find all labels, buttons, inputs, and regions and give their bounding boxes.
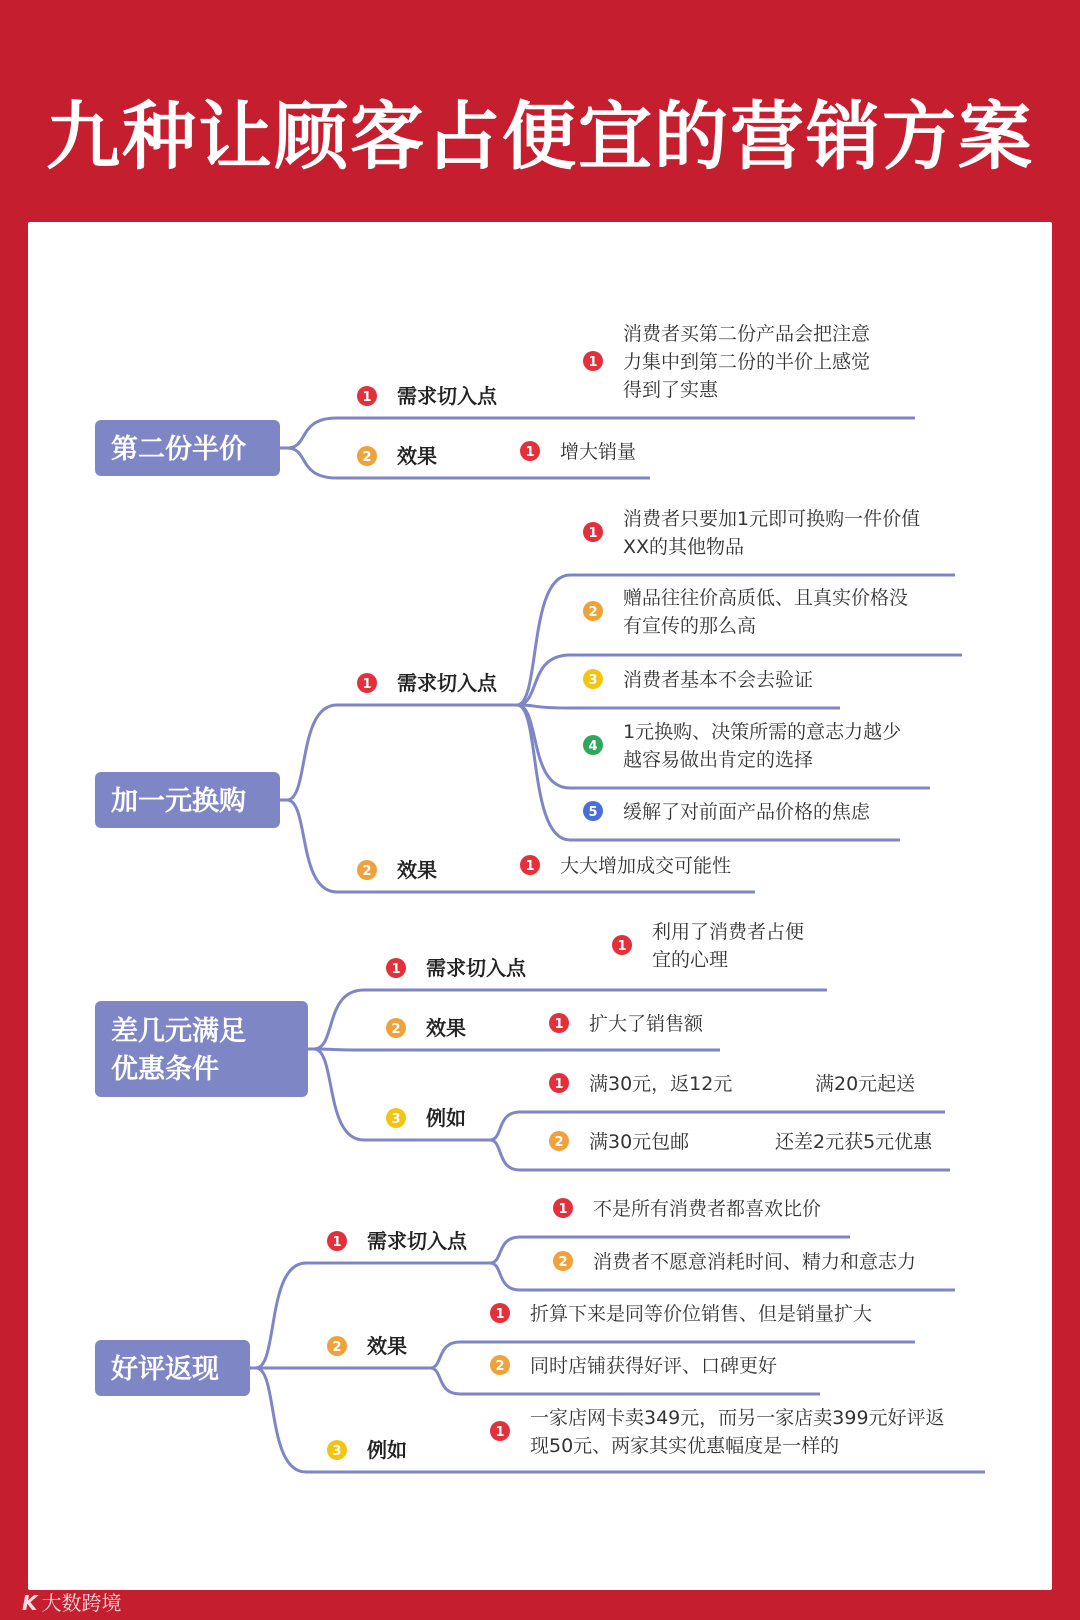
sub-branch-line <box>287 418 337 448</box>
leaf-branch-line <box>430 1342 460 1368</box>
leaf-number-badge <box>549 1131 569 1151</box>
leaf-number-badge <box>583 801 603 821</box>
leaf-text: 满30元，返12元 <box>589 1073 733 1095</box>
topic-title: 第二份半价 <box>111 434 246 465</box>
sub-number-badge <box>357 386 377 406</box>
number-badge-text: 2 <box>391 1022 401 1037</box>
number-badge-text: 2 <box>554 1135 564 1150</box>
leaf-text: 利用了消费者占便 <box>652 921 805 943</box>
sub-number-badge <box>357 860 377 880</box>
sub-number-badge <box>327 1440 347 1460</box>
sub-number-badge <box>386 958 406 978</box>
leaf-text: 折算下来是同等价位销售、但是销量扩大 <box>530 1303 873 1325</box>
sub-label: 例如 <box>426 1106 466 1130</box>
leaf-number-badge <box>490 1421 510 1441</box>
leaf-branch-line <box>517 575 570 705</box>
leaf-branch-line <box>517 705 570 788</box>
topic-title: 差几元满足 <box>111 1016 246 1047</box>
leaf-text: 赠品往往价高质低、且真实价格没 <box>623 587 909 609</box>
sub-label: 效果 <box>397 858 437 882</box>
number-badge-text: 1 <box>362 677 372 692</box>
leaf-number-badge <box>583 601 603 621</box>
number-badge-text: 1 <box>525 859 535 874</box>
sub-branch-line <box>314 1049 364 1050</box>
sub-label: 例如 <box>367 1438 407 1462</box>
number-badge-text: 1 <box>588 526 598 541</box>
number-badge-text: 1 <box>495 1425 505 1440</box>
number-badge-text: 1 <box>362 390 372 405</box>
leaf-number-badge <box>583 522 603 542</box>
leaf-text: 有宣传的那么高 <box>623 615 757 637</box>
sub-label: 效果 <box>367 1334 407 1358</box>
sub-label: 需求切入点 <box>367 1229 467 1253</box>
leaf-number-badge <box>583 669 603 689</box>
page-title: 九种让顾客占便宜的营销方案 <box>46 94 1034 180</box>
leaf-number-badge <box>549 1013 569 1033</box>
topic-title: 加一元换购 <box>111 786 246 817</box>
sub-number-badge <box>386 1108 406 1128</box>
number-badge-text: 1 <box>391 962 401 977</box>
number-badge-text: 4 <box>588 739 598 754</box>
topic-node <box>95 1340 250 1396</box>
number-badge-text: 2 <box>362 450 372 465</box>
number-badge-text: 3 <box>391 1112 401 1127</box>
number-badge-text: 1 <box>558 1202 568 1217</box>
leaf-number-badge <box>553 1251 573 1271</box>
leaf-text: 同时店铺获得好评、口碑更好 <box>530 1355 778 1377</box>
leaf-number-badge <box>490 1303 510 1323</box>
sub-label: 效果 <box>426 1016 466 1040</box>
sub-branch-line <box>287 705 337 800</box>
number-badge-text: 2 <box>362 864 372 879</box>
leaf-text: 消费者只要加1元即可换购一件价值 <box>623 508 921 530</box>
sub-number-badge <box>357 673 377 693</box>
leaf-number-badge <box>549 1073 569 1093</box>
watermark-logo: K <box>22 1591 38 1615</box>
sub-number-badge <box>357 446 377 466</box>
leaf-text: 1元换购、决策所需的意志力越少 <box>623 721 902 743</box>
topic-node <box>95 772 280 828</box>
number-badge-text: 2 <box>495 1359 505 1374</box>
sub-label: 需求切入点 <box>397 384 497 408</box>
sub-label: 需求切入点 <box>397 671 497 695</box>
number-badge-text: 1 <box>332 1235 342 1250</box>
number-badge-text: 2 <box>588 605 598 620</box>
watermark-text: 大数跨境 <box>41 1591 122 1615</box>
sub-branch-line <box>287 448 337 478</box>
leaf-branch-line <box>490 1263 520 1290</box>
leaf-branch-line <box>490 1237 520 1263</box>
number-badge-text: 3 <box>332 1444 342 1459</box>
number-badge-text: 2 <box>332 1340 342 1355</box>
leaf-text: 增大销量 <box>560 441 637 463</box>
leaf-branch-line <box>490 1112 520 1140</box>
sub-branch-line <box>314 990 364 1049</box>
sub-number-badge <box>327 1231 347 1251</box>
sub-number-badge <box>327 1336 347 1356</box>
number-badge-text: 1 <box>588 355 598 370</box>
leaf-branch-line <box>490 1140 520 1170</box>
leaf-number-badge <box>520 855 540 875</box>
leaf-number-badge <box>612 935 632 955</box>
leaf-number-badge <box>583 351 603 371</box>
leaf-number-badge <box>583 735 603 755</box>
number-badge-text: 1 <box>554 1017 564 1032</box>
sub-branch-line <box>256 1368 306 1472</box>
leaf-text: 扩大了销售额 <box>589 1013 704 1035</box>
topic-node <box>95 420 280 476</box>
number-badge-text: 2 <box>558 1255 568 1270</box>
leaf-text: 宜的心理 <box>652 949 729 971</box>
leaf-text: 不是所有消费者都喜欢比价 <box>593 1198 822 1220</box>
number-badge-text: 1 <box>617 939 627 954</box>
number-badge-text: 1 <box>554 1077 564 1092</box>
leaf-text: 消费者买第二份产品会把注意 <box>623 323 871 345</box>
sub-label: 效果 <box>397 444 437 468</box>
topic-title: 好评返现 <box>111 1354 219 1385</box>
leaf-text: XX的其他物品 <box>623 536 745 558</box>
number-badge-text: 3 <box>588 673 598 688</box>
leaf-text: 大大增加成交可能性 <box>560 855 732 877</box>
leaf-number-badge <box>520 441 540 461</box>
leaf-text: 力集中到第二份的半价上感觉 <box>623 351 871 373</box>
leaf-text: 消费者不愿意消耗时间、精力和意志力 <box>593 1251 917 1273</box>
sub-branch-line <box>256 1263 306 1368</box>
number-badge-text: 5 <box>588 805 598 820</box>
topic-title: 优惠条件 <box>111 1054 219 1085</box>
leaf-number-badge <box>553 1198 573 1218</box>
watermark <box>22 1587 122 1616</box>
leaf-text: 得到了实惠 <box>623 379 719 401</box>
sub-label: 需求切入点 <box>426 956 526 980</box>
topic-node <box>95 1001 308 1097</box>
leaf-branch-line <box>517 705 570 840</box>
sub-number-badge <box>386 1018 406 1038</box>
leaf-number-badge <box>490 1355 510 1375</box>
number-badge-text: 1 <box>495 1307 505 1322</box>
leaf-extra-text: 满20元起送 <box>815 1073 916 1095</box>
leaf-branch-line <box>430 1368 460 1394</box>
sub-branch-line <box>287 800 337 892</box>
number-badge-text: 1 <box>525 445 535 460</box>
leaf-text: 现50元、两家其实优惠幅度是一样的 <box>530 1435 840 1457</box>
leaf-text: 消费者基本不会去验证 <box>623 669 814 691</box>
leaf-extra-text: 还差2元获5元优惠 <box>775 1131 933 1153</box>
leaf-text: 一家店网卡卖349元，而另一家店卖399元好评返 <box>530 1407 945 1429</box>
leaf-text: 缓解了对前面产品价格的焦虑 <box>623 801 871 823</box>
leaf-text: 满30元包邮 <box>589 1131 690 1153</box>
sub-branch-line <box>314 1049 364 1140</box>
leaf-text: 越容易做出肯定的选择 <box>623 749 814 771</box>
